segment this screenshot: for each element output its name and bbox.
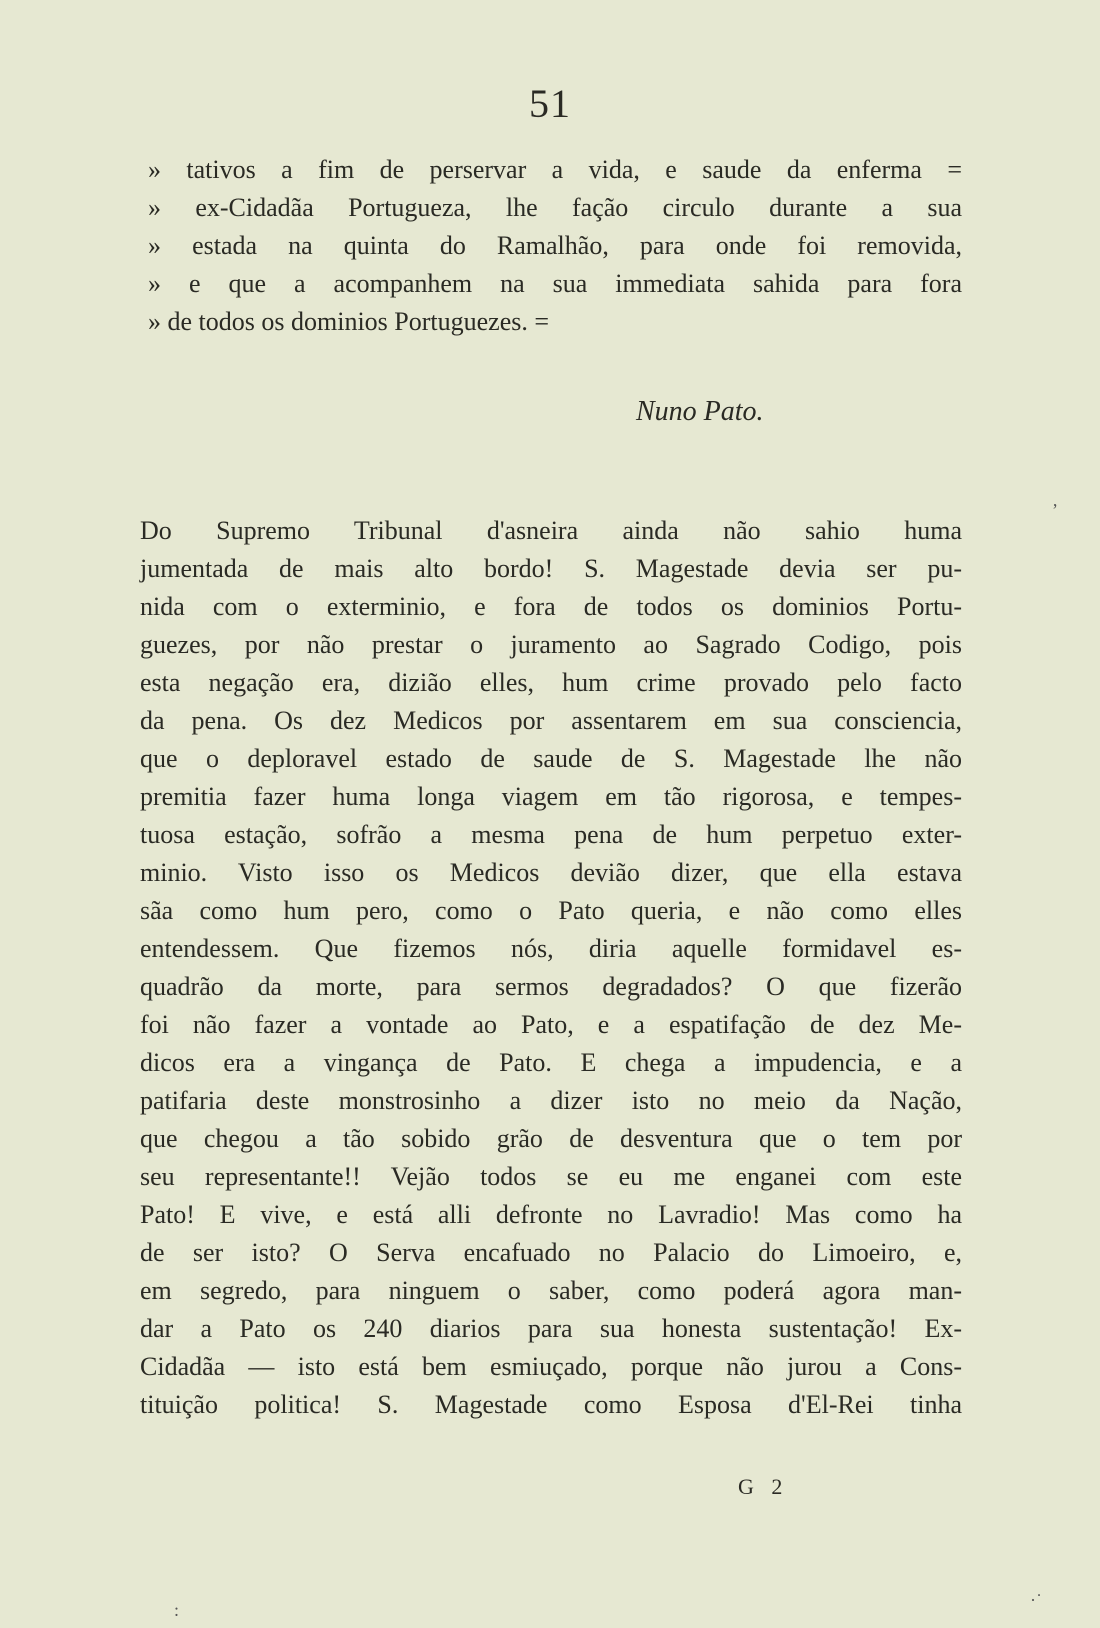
quote-line: » estada na quinta do Ramalhão, para onde foi removida, (148, 231, 962, 260)
body-line: premitia fazer huma longa viagem em tão rigorosa, e tempes- (140, 782, 962, 811)
body-line: entendessem. Que fizemos nós, diria aquelle formidavel es- (140, 934, 962, 963)
signature: Nuno Pato. (636, 396, 764, 427)
body-line: Do Supremo Tribunal d'asneira ainda não sahio huma (140, 516, 962, 545)
body-line: tituição politica! S. Magestade como Esposa d'El-Rei tinha (140, 1390, 962, 1419)
quote-line: » de todos os dominios Portuguezes. = (148, 307, 550, 336)
body-line: de ser isto? O Serva encafuado no Palacio do Limoeiro, e, (140, 1238, 962, 1267)
body-line: tuosa estação, sofrão a mesma pena de hum perpetuo exter- (140, 820, 962, 849)
body-line: em segredo, para ninguem o saber, como poderá agora man- (140, 1276, 962, 1305)
signature-mark: G 2 (738, 1474, 789, 1499)
body-line: minio. Visto isso os Medicos devião dizer, que ella estava (140, 858, 962, 887)
body-line: guezes, por não prestar o juramento ao Sagrado Codigo, pois (140, 630, 962, 659)
body-line: Cidadãa — isto está bem esmiuçado, porque não jurou a Cons- (140, 1352, 962, 1381)
body-line: foi não fazer a vontade ao Pato, e a espatifação de dez Me- (140, 1010, 962, 1039)
body-line: seu representante!! Vejão todos se eu me enganei com este (140, 1162, 962, 1191)
margin-speck-icon: : (174, 1600, 180, 1620)
page-number: 51 (529, 81, 571, 126)
quote-line: » ex-Cidadãa Portugueza, lhe fação circulo durante a sua (148, 193, 962, 222)
margin-speck-icon: ʼ (1052, 500, 1058, 520)
body-line: que o deploravel estado de saude de S. Magestade lhe não (140, 744, 962, 773)
body-line: quadrão da morte, para sermos degradados? O que fizerão (140, 972, 962, 1001)
body-line: dicos era a vingança de Pato. E chega a impudencia, e a (140, 1048, 962, 1077)
body-line: patifaria deste monstrosinho a dizer isto no meio da Nação, (140, 1086, 962, 1115)
margin-speck-icon: ·˙ (1030, 1590, 1042, 1610)
body-line: dar a Pato os 240 diarios para sua honesta sustentação! Ex- (140, 1314, 962, 1343)
quote-line: » tativos a fim de perservar a vida, e saude da enferma = (148, 155, 962, 184)
body-line: nida com o exterminio, e fora de todos os dominios Portu- (140, 592, 962, 621)
body-line: jumentada de mais alto bordo! S. Magestade devia ser pu- (140, 554, 962, 583)
body-line: sãa como hum pero, como o Pato queria, e não como elles (140, 896, 962, 925)
body-line: Pato! E vive, e está alli defronte no Lavradio! Mas como ha (140, 1200, 962, 1229)
quote-line: » e que a acompanhem na sua immediata sahida para fora (148, 269, 962, 298)
body-line: da pena. Os dez Medicos por assentarem em sua consciencia, (140, 706, 962, 735)
body-line: que chegou a tão sobido grão de desventura que o tem por (140, 1124, 962, 1153)
body-line: esta negação era, dizião elles, hum crime provado pelo facto (140, 668, 962, 697)
